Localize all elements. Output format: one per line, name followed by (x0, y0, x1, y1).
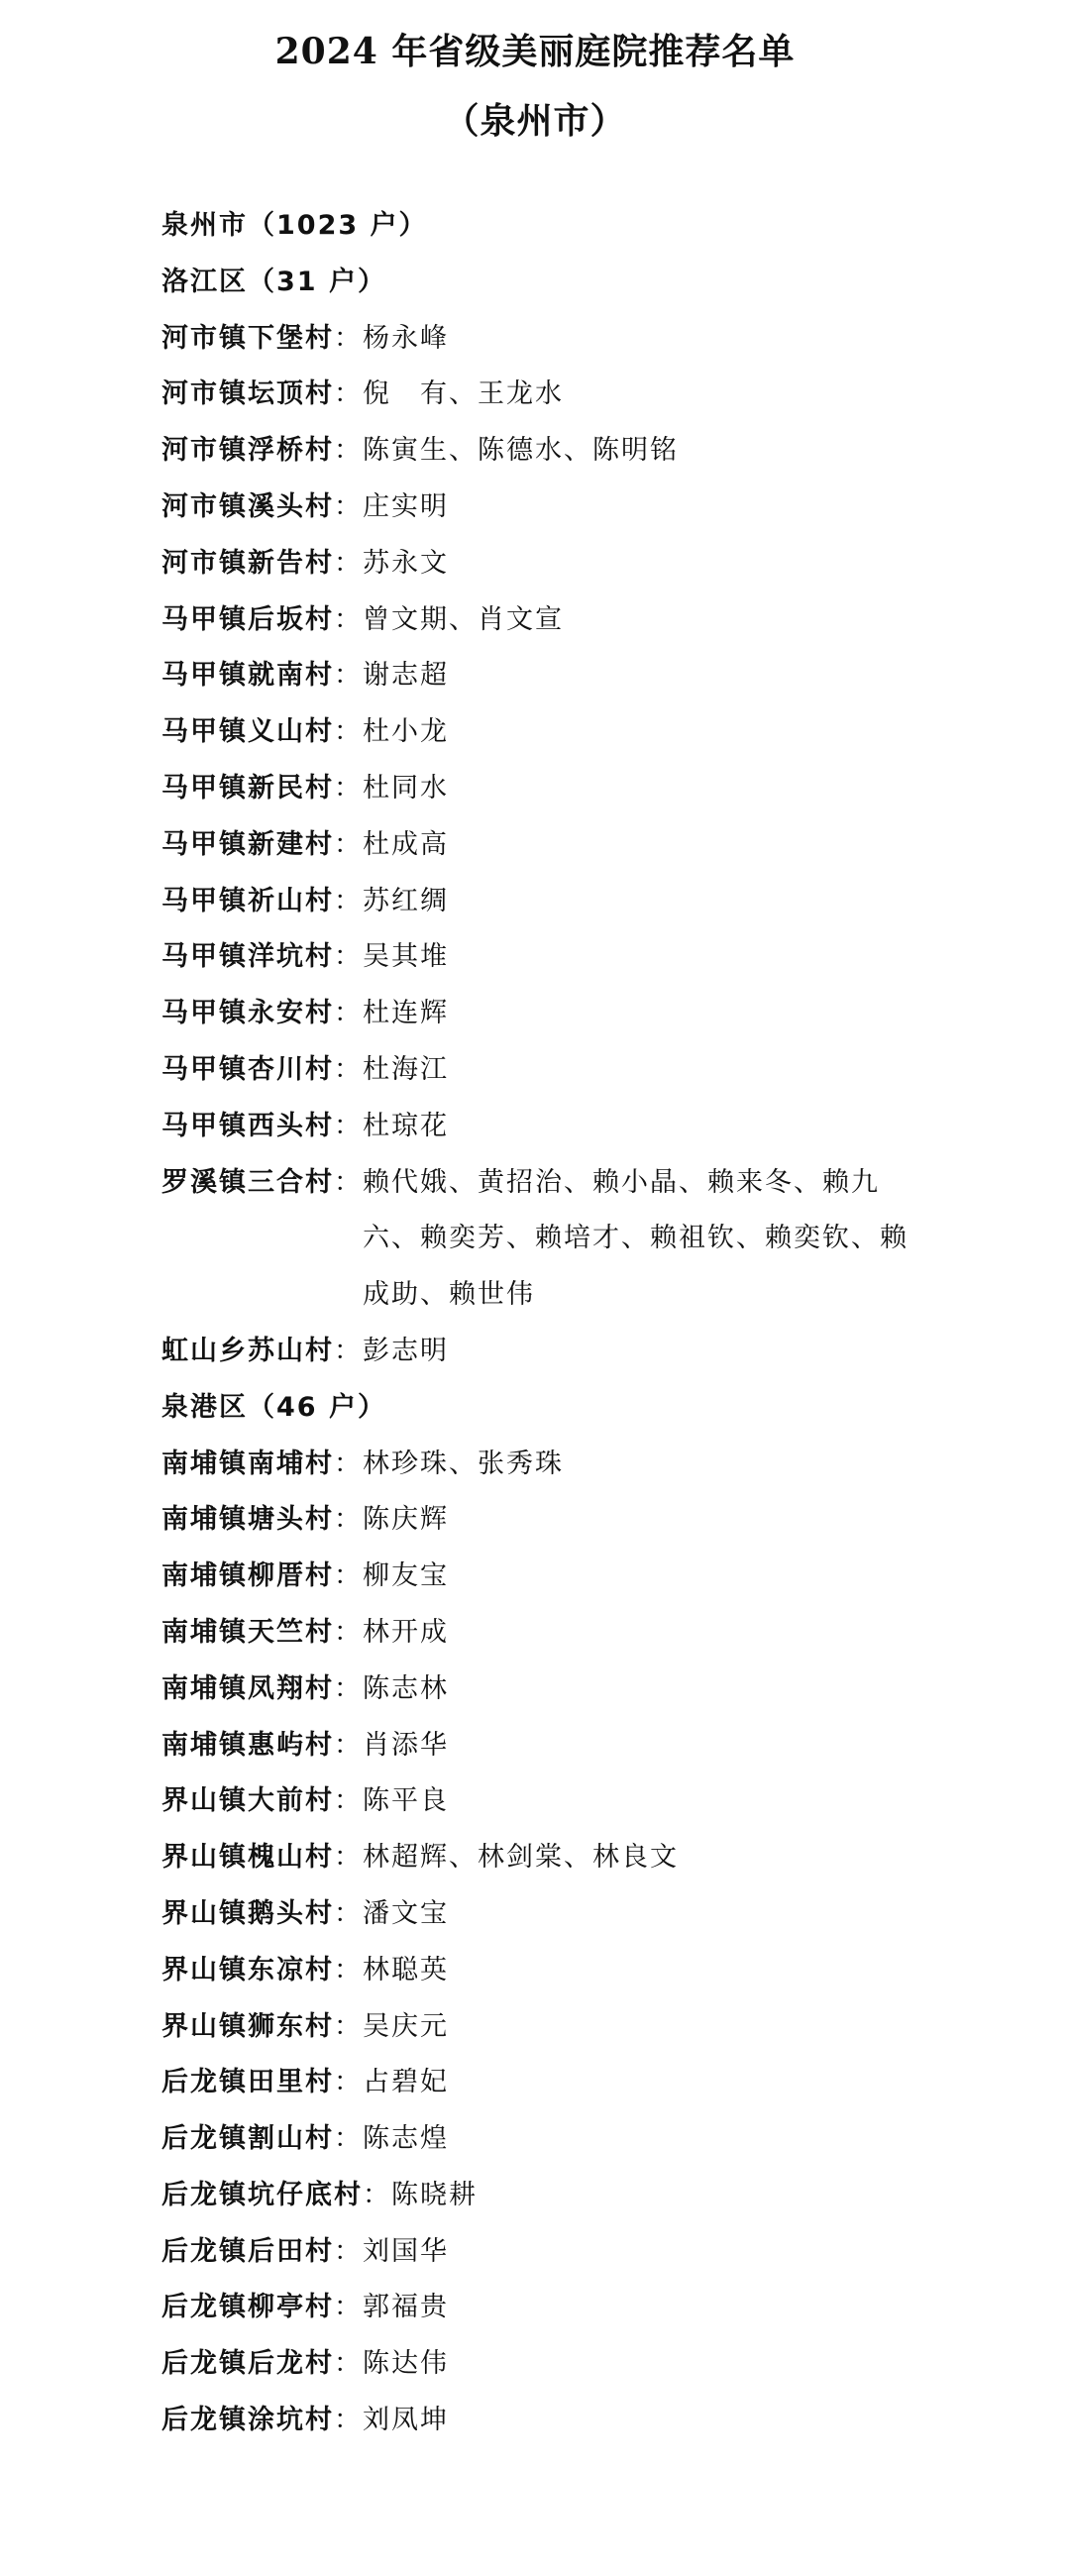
village-label: 马甲镇义山村 (161, 716, 334, 748)
label-separator: ： (334, 2292, 363, 2323)
household-names: 潘文宝 (363, 1897, 449, 1929)
label-separator: ： (334, 1110, 363, 1141)
household-names: 杜小龙 (363, 716, 449, 748)
household-names: 肖添华 (363, 1729, 449, 1761)
household-names: 林超辉、林剑棠、林良文 (363, 1842, 679, 1874)
label-separator: ： (363, 2179, 391, 2210)
village-label: 马甲镇后坂村 (161, 603, 334, 635)
list-item (161, 2055, 1033, 2111)
village-label: 马甲镇洋坑村 (161, 941, 334, 973)
label-separator: ： (334, 1954, 363, 1986)
household-names: 陈志煌 (363, 2123, 449, 2155)
document-subtitle: （泉州市） (443, 100, 627, 142)
list-item (161, 1886, 1033, 1943)
section-heading-label: 洛江区（31 户） (161, 266, 386, 297)
village-label: 后龙镇涂坑村 (161, 2405, 334, 2436)
list-item (161, 1773, 1033, 1830)
list-item (161, 2393, 1033, 2449)
list-item (161, 480, 1033, 536)
village-label: 马甲镇永安村 (161, 998, 334, 1029)
household-names: 吴其堆 (363, 941, 449, 973)
village-label: 界山镇狮东村 (161, 2010, 334, 2042)
household-names: 陈志林 (363, 1672, 449, 1704)
village-label: 后龙镇割山村 (161, 2123, 334, 2155)
household-names: 杜成高 (363, 828, 449, 860)
household-names: 曾文期、肖文宣 (363, 603, 564, 635)
list-item (161, 1492, 1033, 1549)
list-item (161, 1662, 1033, 1718)
household-names: 苏永文 (363, 547, 449, 579)
list-item (161, 1830, 1033, 1886)
list-item (161, 2336, 1033, 2393)
label-separator: ： (334, 772, 363, 804)
list-item (161, 1943, 1033, 1999)
village-label: 南埔镇塘头村 (161, 1504, 334, 1536)
list-item (161, 1099, 1033, 1155)
label-separator: ： (334, 885, 363, 916)
village-label: 河市镇下堡村 (161, 322, 334, 354)
label-separator: ： (334, 1672, 363, 1704)
label-separator: ： (334, 1842, 363, 1874)
list-item (161, 1549, 1033, 1605)
household-names: 杜海江 (363, 1053, 449, 1085)
list-item (161, 1605, 1033, 1662)
household-names: 陈达伟 (363, 2348, 449, 2380)
list-item (161, 592, 1033, 649)
list-item (161, 874, 1033, 930)
list-item (161, 1324, 1033, 1380)
household-names: 柳友宝 (363, 1560, 449, 1592)
village-label: 后龙镇田里村 (161, 2067, 334, 2098)
label-separator: ： (334, 322, 363, 354)
village-label: 界山镇大前村 (161, 1785, 334, 1817)
village-label: 马甲镇祈山村 (161, 885, 334, 916)
list-item (161, 1042, 1033, 1099)
list-item (161, 2280, 1033, 2336)
village-label: 界山镇东凉村 (161, 1954, 334, 1986)
label-separator: ： (334, 1729, 363, 1761)
label-separator: ： (334, 2123, 363, 2155)
label-separator: ： (334, 828, 363, 860)
village-label: 后龙镇柳亭村 (161, 2292, 334, 2323)
household-names: 刘国华 (363, 2235, 449, 2267)
section-heading-label: 泉州市（1023 户） (161, 210, 428, 241)
list-item (161, 1999, 1033, 2056)
household-names: 林聪英 (363, 1954, 449, 1986)
household-names: 倪 有、王龙水 (363, 378, 564, 410)
label-separator: ： (334, 435, 363, 467)
household-names: 杨永峰 (363, 322, 449, 354)
list-item (161, 817, 1033, 874)
label-separator: ： (334, 2010, 363, 2042)
household-names: 占碧妃 (363, 2067, 449, 2098)
village-label: 河市镇溪头村 (161, 490, 334, 522)
household-names: 杜连辉 (363, 998, 449, 1029)
list-item (161, 367, 1033, 423)
label-separator: ： (334, 1335, 363, 1366)
village-label: 南埔镇柳厝村 (161, 1560, 334, 1592)
section-heading (161, 198, 1033, 255)
household-names: 彭志明 (363, 1335, 449, 1366)
list-item (161, 2168, 1033, 2224)
label-separator: ： (334, 998, 363, 1029)
household-names: 陈寅生、陈德水、陈明铭 (363, 435, 679, 467)
list-item (161, 423, 1033, 480)
household-names: 林珍珠、张秀珠 (363, 1448, 564, 1479)
village-label: 罗溪镇三合村 (161, 1166, 334, 1198)
village-label: 界山镇槐山村 (161, 1842, 334, 1874)
village-label: 南埔镇惠屿村 (161, 1729, 334, 1761)
household-names: 陈平良 (363, 1785, 449, 1817)
village-label: 虹山乡苏山村 (161, 1335, 334, 1366)
list-item (161, 1155, 1033, 1324)
label-separator: ： (334, 2067, 363, 2098)
list-item (161, 1718, 1033, 1774)
village-label: 河市镇浮桥村 (161, 435, 334, 467)
village-label: 马甲镇就南村 (161, 660, 334, 692)
section-heading-label: 泉港区（46 户） (161, 1391, 386, 1423)
village-label: 后龙镇后田村 (161, 2235, 334, 2267)
list-item (161, 2224, 1033, 2281)
label-separator: ： (334, 716, 363, 748)
label-separator: ： (334, 1560, 363, 1592)
label-separator: ： (334, 1448, 363, 1479)
list-item (161, 761, 1033, 817)
village-label: 马甲镇新民村 (161, 772, 334, 804)
label-separator: ： (334, 1053, 363, 1085)
list-item (161, 536, 1033, 592)
household-names: 林开成 (363, 1616, 449, 1648)
village-label: 马甲镇新建村 (161, 828, 334, 860)
section-heading (161, 255, 1033, 311)
village-label: 后龙镇坑仔底村 (161, 2179, 363, 2210)
household-names: 吴庆元 (363, 2010, 449, 2042)
label-separator: ： (334, 1166, 363, 1198)
list-item (161, 311, 1033, 368)
label-separator: ： (334, 603, 363, 635)
label-separator: ： (334, 1785, 363, 1817)
label-separator: ： (334, 1897, 363, 1929)
label-separator: ： (334, 547, 363, 579)
list-item (161, 1437, 1033, 1493)
label-separator: ： (334, 1616, 363, 1648)
list-item (161, 929, 1033, 986)
village-label: 后龙镇后龙村 (161, 2348, 334, 2380)
recommendation-list (161, 198, 1033, 2449)
list-item (161, 648, 1033, 704)
village-label: 界山镇鹅头村 (161, 1897, 334, 1929)
label-separator: ： (334, 2348, 363, 2380)
village-label: 南埔镇南埔村 (161, 1448, 334, 1479)
document-title: 2024 年省级美丽庭院推荐名单 (274, 31, 796, 72)
label-separator: ： (334, 490, 363, 522)
household-names: 陈晓耕 (391, 2179, 478, 2210)
village-label: 河市镇坛顶村 (161, 378, 334, 410)
village-label: 南埔镇天竺村 (161, 1616, 334, 1648)
section-heading (161, 1380, 1033, 1437)
list-item (161, 986, 1033, 1042)
label-separator: ： (334, 1504, 363, 1536)
label-separator: ： (334, 378, 363, 410)
village-label: 南埔镇凤翔村 (161, 1672, 334, 1704)
village-label: 河市镇新告村 (161, 547, 334, 579)
household-names: 杜琼花 (363, 1110, 449, 1141)
household-names: 陈庆辉 (363, 1504, 449, 1536)
label-separator: ： (334, 660, 363, 692)
list-item (161, 704, 1033, 761)
label-separator: ： (334, 2235, 363, 2267)
household-names: 杜同水 (363, 772, 449, 804)
village-label: 马甲镇杏川村 (161, 1053, 334, 1085)
household-names: 赖代娥、黄招治、赖小晶、赖来冬、赖九六、赖奕芳、赖培才、赖祖钦、赖奕钦、赖成助、赖世伟 (363, 1166, 909, 1311)
household-names: 庄实明 (363, 490, 449, 522)
list-item (161, 2111, 1033, 2168)
label-separator: ： (334, 941, 363, 973)
household-names: 刘凤坤 (363, 2405, 449, 2436)
household-names: 苏红绸 (363, 885, 449, 916)
village-label: 马甲镇西头村 (161, 1110, 334, 1141)
label-separator: ： (334, 2405, 363, 2436)
household-names: 谢志超 (363, 660, 449, 692)
household-names: 郭福贵 (363, 2292, 449, 2323)
